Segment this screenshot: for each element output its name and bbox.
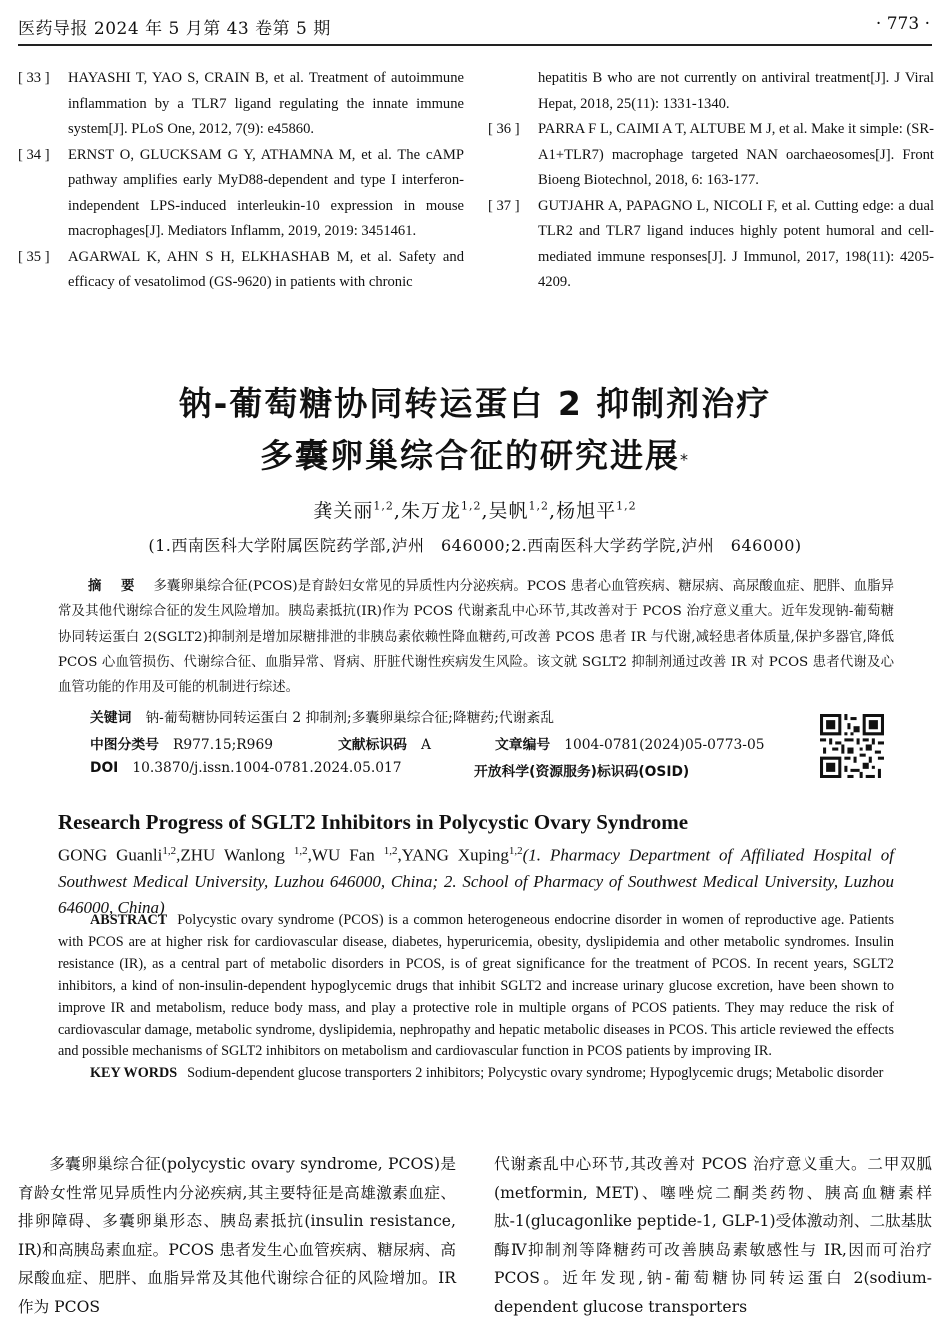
abstract-label: 摘 要 xyxy=(88,579,138,594)
reference-text: AGARWAL K, AHN S H, ELKHASHAB M, et al. Safety and efficacy of vesatolimod (GS-9620) in patients with chronic xyxy=(68,248,464,290)
english-keywords-paragraph xyxy=(58,1063,894,1085)
author-name: 朱万龙 xyxy=(400,500,461,522)
reference-item xyxy=(18,66,464,143)
reference-number xyxy=(488,66,538,117)
doi-label: DOI xyxy=(90,760,119,776)
title-line-2-text: 多囊卵巢综合征的研究进展 xyxy=(260,436,680,475)
author-affil-sup: 1,2 xyxy=(616,499,637,513)
doc-code-row xyxy=(338,733,431,753)
reference-number: [ 33 ] xyxy=(18,70,50,86)
english-keywords-label: KEY WORDS xyxy=(90,1065,178,1082)
author-list: 龚关丽$^{1,2}$,朱万龙$^{1,2}$,吴帆$^{1,2}$,杨旭平$^{1,2}$ xyxy=(313,499,637,522)
title-line-1: 钠-葡萄糖协同转运蛋白 2 抑制剂治疗 xyxy=(178,384,772,423)
article-title xyxy=(0,378,950,482)
english-author-sup: 1,2 xyxy=(162,845,177,857)
abstract-cn xyxy=(58,574,894,700)
doc-code-label: 文献标识码 xyxy=(338,737,407,753)
reference-number: [ 37 ] xyxy=(488,197,520,214)
reference-number: [ 36 ] xyxy=(488,121,520,137)
english-authors xyxy=(58,838,894,921)
references-left-column xyxy=(18,66,464,296)
author-name: 龚关丽 xyxy=(313,500,374,522)
english-abstract-label: ABSTRACT xyxy=(90,912,168,928)
osid-label: 开放科学(资源服务)标识码(OSID) xyxy=(474,764,690,780)
reference-text: HAYASHI T, YAO S, CRAIN B, et al. Treatment of autoimmune inflammation by a TLR7 ligand regulating the innate immune system[J]. PLoS One, 2012, 7(9): e45860. xyxy=(68,70,464,137)
reference-text: PARRA F L, CAIMI A T, ALTUBE M J, et al. Make it simple: (SR-A1+TLR7) macrophage targeted NAN oarchaeosomes[J]. Front Bioeng Biotechnol, 2018, 6: 163-177. xyxy=(538,121,934,188)
english-author-sup: 1,2 xyxy=(293,845,308,857)
reference-item xyxy=(488,66,934,117)
reference-item xyxy=(18,245,464,296)
reference-item xyxy=(488,117,934,194)
reference-item xyxy=(488,194,934,296)
author-affil-sup: 1,2 xyxy=(528,499,550,513)
title-line-2 xyxy=(0,430,950,482)
doi-value[interactable]: 10.3870/j.issn.1004-0781.2024.05.017 xyxy=(132,760,402,776)
reference-text: ERNST O, GLUCKSAM G Y, ATHAMNA M, et al. The cAMP pathway amplifies early MyD88-dependent and type I interferon-independent LPS-induced interleukin-10 expression in mouse macrophages[J]. Mediators Inflamm, 2019, 2019: 3451461. xyxy=(68,146,464,239)
article-number-row xyxy=(495,733,765,753)
keywords-label: 关键词 xyxy=(90,710,132,726)
english-author: ,WU Fan xyxy=(307,845,384,865)
english-affiliation: (1. Pharmacy Department of Affiliated Hospital of Southwest Medical University, Luzhou 646000, China; 2. School of Pharmacy of Southwest Medical University, Luzhou 646000, China) xyxy=(58,845,894,917)
clc-row xyxy=(90,733,273,753)
clc-value: R977.15;R969 xyxy=(172,737,274,753)
reference-number: [ 35 ] xyxy=(18,248,50,265)
english-abstract-text: Polycystic ovary syndrome (PCOS) is a common heterogeneous endocrine disorder in women of reproductive age. Patients with PCOS are at higher risk for cardiovascular disease, diabetes, hyperuricemia, obesity, dyslipidemia and other metabolic syndromes. Insulin resistance (IR), as a central part of metabolic disorders in PCOS, is of great significance for the treatment of PCOS. In recent years, SGLT2 inhibitors, a kind of non-insulin-dependent hypoglycemic drugs that inhibit SGLT2 and increase urinary glucose excretion, have been shown to improve IR and metabolism, reduce body mass, and play a protective role in multiple organs of PCOS patients. They may reduce the risk of cardiovascular damage, metabolic syndrome, dyslipidemia, nephropathy and hepatic metabolic diseases in PCOS. This article reviewed the effects and possible mechanisms of SGLT2 inhibitors on metabolism and cardiovascular function in PCOS patients by improving IR. xyxy=(58,912,894,1060)
english-author: GONG Guanli xyxy=(58,845,163,865)
body-text-right: 代谢紊乱中心环节,其改善对 PCOS 治疗意义重大。二甲双胍(metformin, MET)、噻唑烷二酮类药物、胰高血糖素样肽-1(glucagonlike peptide-1, GLP-1)受体激动剂、二肽基肽酶Ⅳ抑制剂等降糖药可改善胰岛素敏感性与 IR,因而可治疗 PCOS。近年发现,钠-葡萄糖协同转运蛋白 2(sodium-dependent glucose transporters xyxy=(494,1155,932,1316)
author-affil-sup: 1,2 xyxy=(460,499,482,513)
keywords-value: 钠-葡萄糖协同转运蛋白 2 抑制剂;多囊卵巢综合征;降糖药;代谢紊乱 xyxy=(145,710,555,726)
affiliation: (1.西南医科大学附属医院药学部,泸州 646000;2.西南医科大学药学院,泸州 646000) xyxy=(148,536,802,555)
english-author-sup: 1,2 xyxy=(508,845,523,857)
references-right-column xyxy=(488,66,934,296)
clc-label: 中图分类号 xyxy=(90,737,159,753)
keywords-row xyxy=(90,706,554,726)
reference-item xyxy=(18,143,464,245)
english-author: ,YANG Xuping xyxy=(397,845,509,865)
author-name: 吴帆 xyxy=(488,500,529,522)
title-footnote-mark: * xyxy=(680,450,690,469)
english-author: ,ZHU Wanlong xyxy=(176,845,294,865)
qr-code-icon[interactable] xyxy=(820,714,884,778)
doi-row xyxy=(90,760,402,776)
author-affil-sup: 1,2 xyxy=(373,499,394,513)
journal-header: 医药导报 2024 年 5 月第 43 卷第 5 期 xyxy=(18,19,331,39)
english-abstract-paragraph xyxy=(58,910,894,1063)
osid-row xyxy=(474,760,703,780)
english-title: Research Progress of SGLT2 Inhibitors in Polycystic Ovary Syndrome xyxy=(58,810,689,834)
reference-number: [ 34 ] xyxy=(18,146,50,163)
body-text-left: 多囊卵巢综合征(polycystic ovary syndrome, PCOS)是育龄女性常见异质性内分泌疾病,其主要特征是高雄激素血症、排卵障碍、多囊卵巢形态、胰岛素抵抗(insulin resistance, IR)和高胰岛素血症。PCOS 患者发生心血管疾病、糖尿病、高尿酸血症、肥胖、血脂异常及其他代谢综合征的风险增加。IR 作为 PCOS xyxy=(18,1155,456,1316)
page-number: · 773 · xyxy=(875,14,930,34)
english-author-sup: 1,2 xyxy=(383,845,398,857)
reference-text: GUTJAHR A, PAPAGNO L, NICOLI F, et al. Cutting edge: a dual TLR2 and TLR7 ligand induces highly potent humoral and cell-mediated immune responses[J]. J Immunol, 2017, 198(11): 4205-4209. xyxy=(538,197,934,290)
reference-text: hepatitis B who are not currently on antiviral treatment[J]. J Viral Hepat, 2018, 25(11): 1331-1340. xyxy=(538,70,934,112)
header-divider xyxy=(18,44,932,46)
english-abstract xyxy=(58,910,894,1085)
english-keywords-text: Sodium-dependent glucose transporters 2 inhibitors; Polycystic ovary syndrome; Hypoglycemic drugs; Metabolic disorder xyxy=(187,1065,884,1082)
abstract-text: 多囊卵巢综合征(PCOS)是育龄妇女常见的异质性内分泌疾病。PCOS 患者心血管疾病、糖尿病、高尿酸血症、肥胖、血脂异常及其他代谢综合征的发生风险增加。胰岛素抵抗(IR)作为 PCOS 代谢紊乱中心环节,其改善对于 PCOS 治疗意义重大。近年发现钠-葡萄糖协同转运蛋白 2(SGLT2)抑制剂是增加尿糖排泄的非胰岛素依赖性降血糖药,可改善 PCOS 患者 IR 与代谢,减轻患者体质量,保护多器官,降低 PCOS 心血管损伤、代谢综合征、血脂异常、肾病、肝脏代谢性疾病发生风险。该文就 SGLT2 抑制剂通过改善 IR 对 PCOS 患者代谢及心血管功能的作用及可能的机制进行综述。 xyxy=(58,579,895,696)
article-number-label: 文章编号 xyxy=(495,737,551,753)
doc-code-value: A xyxy=(420,737,431,753)
article-number-value: 1004-0781(2024)05-0773-05 xyxy=(564,737,765,753)
author-name: 杨旭平 xyxy=(556,500,617,522)
